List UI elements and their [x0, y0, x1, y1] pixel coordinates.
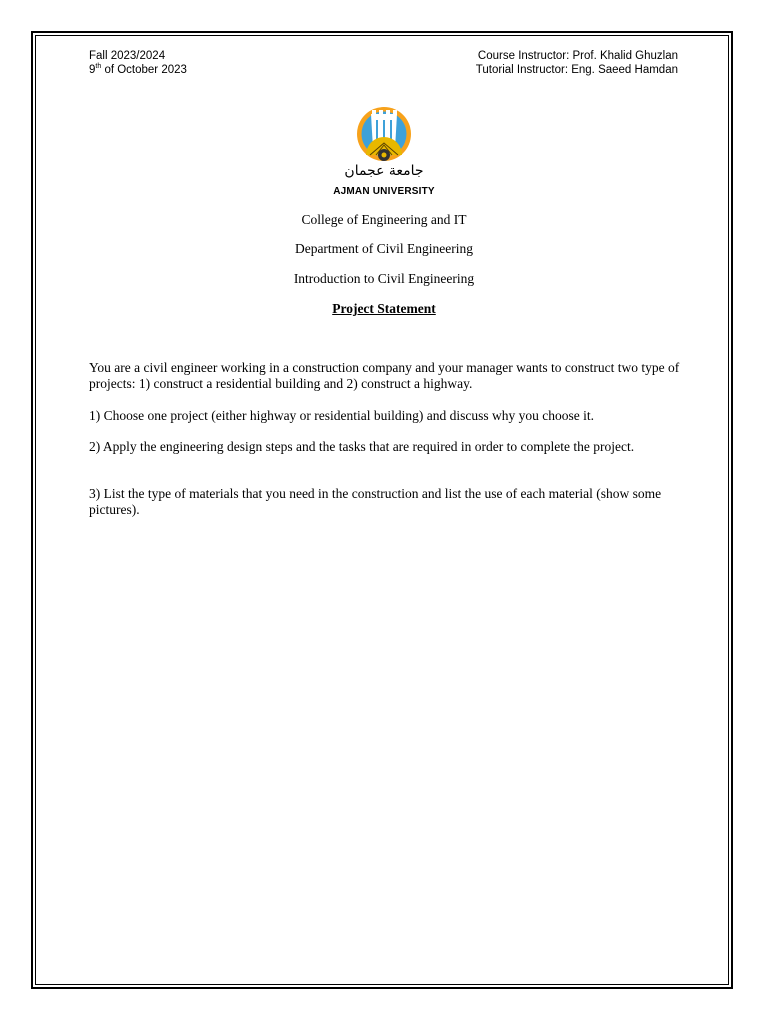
university-name: AJMAN UNIVERSITY: [333, 186, 435, 197]
college-name: College of Engineering and IT: [301, 212, 467, 227]
course-name: Introduction to Civil Engineering: [293, 271, 475, 286]
department-name: Department of Civil Engineering: [294, 241, 474, 256]
ajman-university-logo-icon: [354, 105, 414, 165]
task-item-2: 2) Apply the engineering design steps and the tasks that are required in order to complete the project.: [89, 439, 635, 454]
header-right: [476, 49, 678, 77]
document-title: Project Statement: [332, 301, 436, 316]
intro-paragraph: You are a civil engineer working in a construction company and your manager wants to construct two type of projects: 1) construct a residential building and 2) construct a highway.: [89, 360, 680, 391]
task-item-3: 3) List the type of materials that you need in the construction and list the use of each material (show some pictures).: [89, 486, 662, 517]
header-left: [89, 49, 187, 77]
tutorial-instructor: Tutorial Instructor: Eng. Saeed Hamdan: [475, 64, 678, 76]
document-date: 9th of October 2023: [89, 63, 187, 76]
course-instructor: Course Instructor: Prof. Khalid Ghuzlan: [477, 50, 678, 62]
semester: Fall 2023/2024: [89, 50, 166, 62]
university-name-arabic: جامعة عجمان: [344, 163, 424, 179]
task-item-1: 1) Choose one project (either highway or residential building) and discuss why you choose it.: [89, 408, 595, 423]
